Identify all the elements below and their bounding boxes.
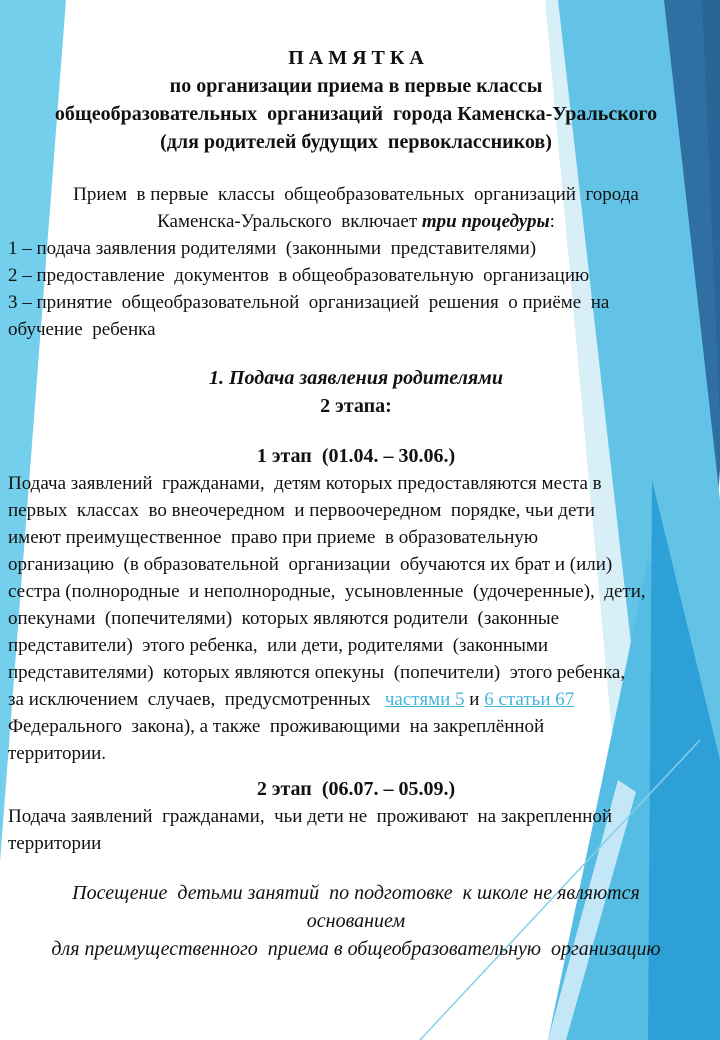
text-line: территории [8,833,102,854]
procedure-list [0,235,712,343]
text-line: территории. [8,743,107,764]
text-line: Подача заявлений гражданами, чьи дети не проживают на закрепленной [8,806,613,827]
procedure-item-2: 2 – предоставление документов в общеобразовательную организацию [8,265,590,286]
text-line-with-links [8,686,682,713]
footer-note [0,879,712,963]
stage1-title: 1 этап (01.04. – 30.06.) [256,445,456,467]
stage1-paragraph [0,470,712,767]
intro-line-2-text: Каменска-Уральского включает [157,211,422,232]
footer-note-line-2: основанием [306,910,406,932]
section-heading: 1. Подача заявления родителями [208,367,503,389]
text-line: представителями) которых являются опекуны (попечители) этого ребенка, [8,662,626,683]
intro-line-2-colon: : [549,211,555,232]
footer-note-line-3: для преимущественного приема в общеобразовательную организацию [51,938,661,960]
memo-subtitle-3: (для родителей будущих первоклассников) [160,131,552,153]
section-heading-block [0,364,712,420]
intro-line-2 [0,208,712,235]
procedure-item-3: 3 – принятие общеобразовательной организацией решения о приёме на [8,292,610,313]
link-part-5[interactable]: частями 5 [384,689,465,710]
three-procedures-emphasis: три процедуры [421,211,550,232]
procedure-item-1: 1 – подача заявления родителями (законными представителями) [8,238,537,259]
link-line-mid: и [464,689,485,710]
memo-title: П А М Я Т К А [288,47,424,69]
text-line: сестра (полнородные и неполнородные, усыновленные (удочеренные), дети, [8,581,646,602]
stage2-title: 2 этап (06.07. – 05.09.) [256,778,456,800]
text-line: имеют преимущественное право при приеме в образовательную [8,527,539,548]
title-block [0,44,712,156]
link-article-67[interactable]: 6 статьи 67 [484,689,575,710]
memo-subtitle-2: общеобразовательных организаций города Каменска-Уральского [54,103,658,125]
intro-paragraph [0,181,712,235]
stage2-paragraph [0,803,712,857]
text-line: Подача заявлений гражданами, детям которых предоставляются места в [8,473,602,494]
memo-subtitle-1: по организации приема в первые классы [169,75,543,97]
text-line: Федерального закона), а также проживающими на закреплённой [8,716,545,737]
procedure-item-3-wrap: обучение ребенка [8,319,156,340]
intro-line-1: Прием в первые классы общеобразовательных организаций города [73,184,639,205]
section-subheading: 2 этапа: [320,395,392,417]
text-line: организацию (в образовательной организации обучаются их брат и (или) [8,554,613,575]
link-line-prefix: за исключением случаев, предусмотренных [8,689,385,710]
text-line: опекунами (попечителями) которых являются родители (законные [8,608,560,629]
text-line: представители) этого ребенка, или дети, родителями (законными [8,635,549,656]
footer-note-line-1: Посещение детьми занятий по подготовке к школе не являются [72,882,640,904]
text-line: первых классах во внеочередном и первоочередном порядке, чьи дети [8,500,595,521]
